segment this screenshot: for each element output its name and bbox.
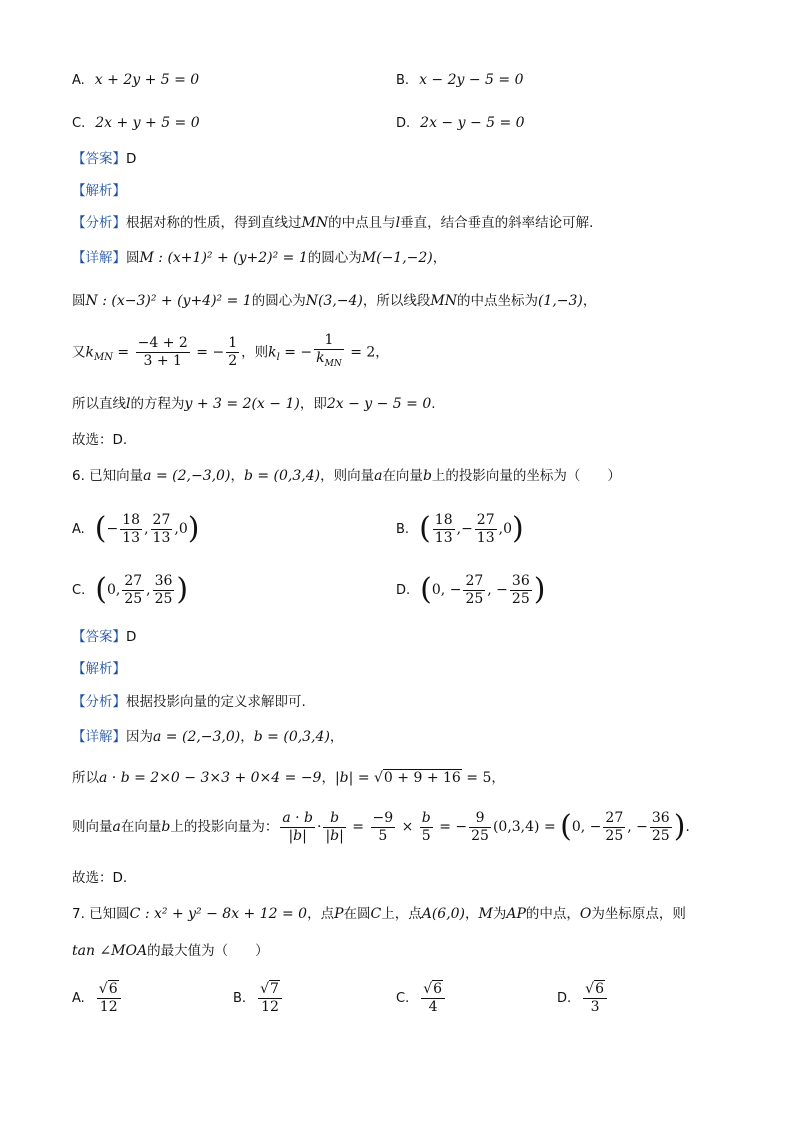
q6-answer: 【答案】D (72, 629, 137, 645)
q5-option-b: B. x − 2y − 5 = 0 (396, 72, 524, 88)
q7-option-b: B. $\frac{√7}{12}$ (233, 977, 284, 1020)
q6-a-frac-1: $\frac{18}{13}$ (122, 511, 141, 546)
q7-c-frac: $\frac{√6}{4}$ (421, 981, 445, 1016)
q6-option-d: D. (0, − $\frac{27}{25}$ , − $\frac{36}{25}$ ) (396, 572, 546, 607)
q7-d-frac: $\frac{√6}{3}$ (583, 981, 607, 1016)
q7-option-c: C. $\frac{√6}{4}$ (396, 977, 447, 1020)
q6-detail-line-2: 所以a · b = 2×0 − 3×3 + 0×4 = −9，|b| = √0 + 9 + 16 = 5， (72, 770, 505, 786)
q5-detail-line-1: 【详解】圆M : (x+1)² + (y+2)² = 1的圆心为M(−1,−2)， (72, 250, 447, 266)
q5-detail-line-3: 又$k_{MN}$ = $\frac{-4 + 2}{3 + 1}$ = − $\frac{1}{2}$ ，则$k_l$ = − $\frac{1}{k_{MN}}$ = 2， (72, 332, 389, 378)
q6-choose: 故选：D. (72, 870, 128, 886)
q6-c-frac-2: $\frac{36}{25}$ (154, 572, 173, 607)
q6-d-frac-1: $\frac{27}{25}$ (465, 572, 484, 607)
q6-proj-frac-1: $\frac{a \cdot b}{|b|}$ (282, 809, 313, 844)
q7-option-d: D. $\frac{√6}{3}$ (557, 977, 609, 1020)
q6-proj-frac-7: $\frac{36}{25}$ (651, 809, 670, 844)
q6-detail-line-1: 【详解】因为a = (2,−3,0)，b = (0,3,4)， (72, 729, 344, 745)
q6-proj-frac-6: $\frac{27}{25}$ (605, 809, 624, 844)
q7-option-a: A. $\frac{√6}{12}$ (72, 977, 123, 1020)
q6-proj-frac-3: $\frac{-9}{5}$ (372, 809, 394, 844)
q6-detail-line-3: 则向量a在向量b上的投影向量为： $\frac{a \cdot b}{|b|}$ · $\frac{b}{|b|}$ = $\frac{-9}{5}$ × $\frac{b}{5}$ = − $\frac{9}{25}$ (0,3,4) = (0, − $\frac{27}{25}$ , − $\frac{36}{25}$ ). (72, 809, 690, 844)
q6-stem: 6. 已知向量a = (2,−3,0)，b = (0,3,4)，则向量a在向量b上的投影向量的坐标为（ ） (72, 468, 621, 484)
q6-d-frac-2: $\frac{36}{25}$ (511, 572, 530, 607)
q5-fraction-reciprocal: $\frac{1}{k_{MN}}$ (316, 332, 342, 369)
q7-stem-line-2: tan ∠MOA的最大值为（ ） (72, 943, 269, 959)
q5-fenxi: 【分析】根据对称的性质，得到直线过MN的中点且与l垂直，结合垂直的斜率结论可解. (72, 215, 594, 231)
q5-choose: 故选：D. (72, 432, 128, 448)
q6-analysis-heading: 【解析】 (72, 661, 126, 677)
q6-fenxi: 【分析】根据投影向量的定义求解即可. (72, 694, 306, 710)
q6-b-frac-2: $\frac{27}{13}$ (476, 511, 495, 546)
q7-a-frac: $\frac{√6}{12}$ (97, 981, 121, 1016)
q5-answer: 【答案】D (72, 151, 137, 167)
q5-detail-line-2: 圆N : (x−3)² + (y+4)² = 1的圆心为N(3,−4)，所以线段MN的中点坐标为(1,−3)， (72, 293, 597, 309)
q5-option-a: A. x + 2y + 5 = 0 (72, 72, 200, 88)
q6-proj-frac-2: $\frac{b}{|b|}$ (325, 809, 344, 844)
q6-a-frac-2: $\frac{27}{13}$ (152, 511, 171, 546)
q6-proj-frac-5: $\frac{9}{25}$ (471, 809, 489, 844)
q5-option-d: D. 2x − y − 5 = 0 (396, 115, 525, 131)
q6-b-frac-1: $\frac{18}{13}$ (434, 511, 453, 546)
q5-analysis-heading: 【解析】 (72, 183, 126, 199)
q6-option-a: A. (− $\frac{18}{13}$ , $\frac{27}{13}$ ,0) (72, 511, 200, 546)
q6-option-b: B. ( $\frac{18}{13}$ ,− $\frac{27}{13}$ ,0) (396, 511, 524, 546)
q6-c-frac-1: $\frac{27}{25}$ (124, 572, 143, 607)
q6-proj-frac-4: $\frac{b}{5}$ (421, 809, 431, 844)
q5-detail-line-4: 所以直线l的方程为y + 3 = 2(x − 1)，即2x − y − 5 = 0. (72, 396, 436, 412)
q5-option-c: C. 2x + y + 5 = 0 (72, 115, 200, 131)
q7-b-frac: $\frac{√7}{12}$ (258, 981, 282, 1016)
q5-fraction-half: $\frac{1}{2}$ (228, 334, 238, 369)
q5-fraction-slope: $\frac{-4 + 2}{3 + 1}$ (137, 334, 188, 369)
q6-option-c: C. (0, $\frac{27}{25}$ , $\frac{36}{25}$ ) (72, 572, 189, 607)
q7-stem-line-1: 7. 已知圆C : x² + y² − 8x + 12 = 0，点P在圆C上，点A(6,0)，M为AP的中点，O为坐标原点，则 (72, 906, 686, 922)
